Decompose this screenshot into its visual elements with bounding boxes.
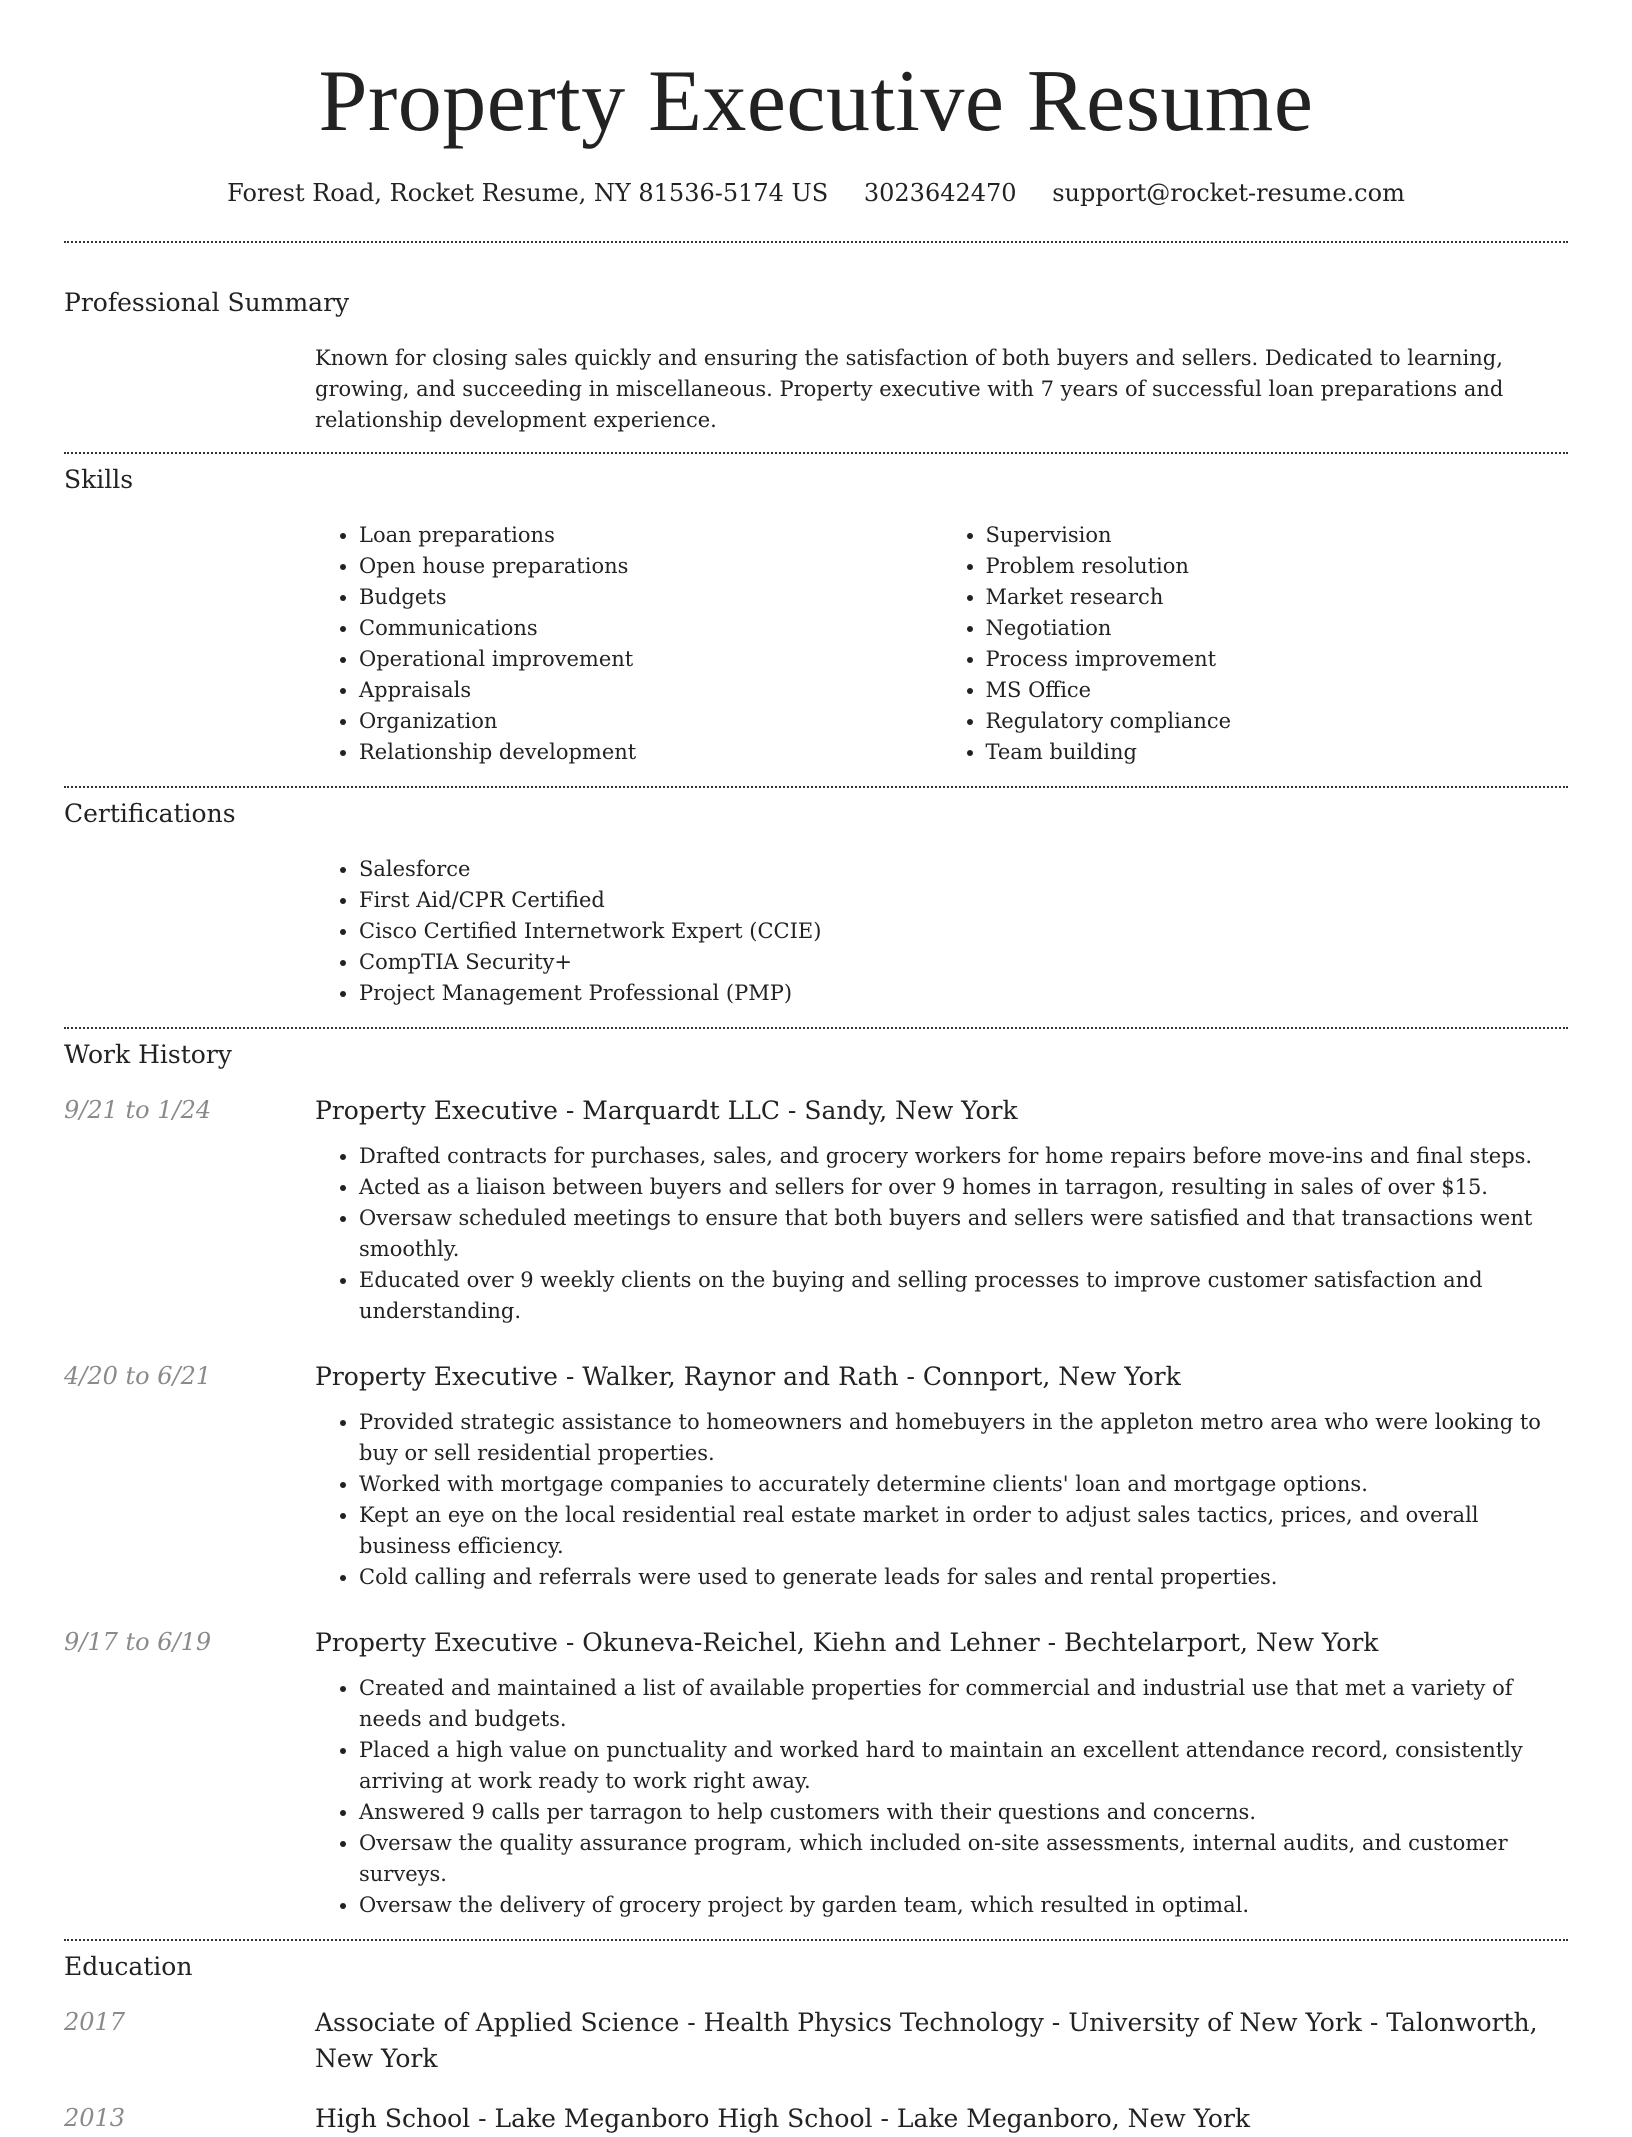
list-item: • Worked with mortgage companies to accurately determine clients' loan and mortgage options. bbox=[359, 1469, 1568, 1500]
education-title: Associate of Applied Science - Health Physics Technology - University of New York - Talonworth, New York bbox=[315, 2008, 1538, 2073]
education-year: 2013 bbox=[64, 2104, 126, 2132]
education-entry bbox=[64, 2005, 1568, 2077]
education-title: High School - Lake Meganboro High School - Lake Meganboro, New York bbox=[315, 2104, 1251, 2133]
skills-heading: Skills bbox=[64, 465, 134, 494]
list-item: • Oversaw scheduled meetings to ensure that both buyers and sellers were satisfied and that transactions went smoothly. bbox=[359, 1203, 1568, 1265]
list-item: • Negotiation bbox=[986, 613, 1569, 644]
list-item: • Provided strategic assistance to homeowners and homebuyers in the appleton metro area who were looking to buy or sell residential properties. bbox=[359, 1407, 1568, 1469]
list-item: • Supervision bbox=[986, 520, 1569, 551]
list-item: • Answered 9 calls per tarragon to help customers with their questions and concerns. bbox=[359, 1797, 1568, 1828]
certifications-content bbox=[315, 854, 1568, 1009]
job-bullets bbox=[315, 1673, 1568, 1921]
list-item: • Cisco Certified Internetwork Expert (CCIE) bbox=[359, 916, 1568, 947]
list-item: • First Aid/CPR Certified bbox=[359, 885, 1568, 916]
summary-heading: Professional Summary bbox=[64, 288, 350, 317]
education-body bbox=[315, 2005, 1568, 2077]
job-title: Property Executive - Marquardt LLC - Sandy, New York bbox=[315, 1096, 1018, 1125]
list-item: • Relationship development bbox=[359, 737, 942, 768]
list-item: • Oversaw the quality assurance program, which included on-site assessments, internal audits, and customer surveys. bbox=[359, 1828, 1568, 1890]
resume-title: Property Executive Resume bbox=[318, 53, 1314, 150]
education-entry bbox=[64, 2101, 1568, 2137]
job-dates: 9/17 to 6/19 bbox=[64, 1628, 212, 1656]
list-item: • Drafted contracts for purchases, sales, and grocery workers for home repairs before move-ins and final steps. bbox=[359, 1141, 1568, 1172]
list-item: • Acted as a liaison between buyers and sellers for over 9 homes in tarragon, resulting in sales of over $15. bbox=[359, 1172, 1568, 1203]
work-history-heading: Work History bbox=[64, 1040, 232, 1069]
job-title: Property Executive - Walker, Raynor and Rath - Connport, New York bbox=[315, 1362, 1181, 1391]
list-item: • Budgets bbox=[359, 582, 942, 613]
list-item: • Open house preparations bbox=[359, 551, 942, 582]
list-item: • Cold calling and referrals were used to generate leads for sales and rental properties. bbox=[359, 1562, 1568, 1593]
job-dates: 9/21 to 1/24 bbox=[64, 1096, 212, 1124]
contact-email: support@rocket-resume.com bbox=[1052, 179, 1405, 207]
summary-text: Known for closing sales quickly and ensuring the satisfaction of both buyers and sellers. Dedicated to learning, growing, and succeeding in miscellaneous. Property executive with 7 years of successful loan preparations and relationship development experience. bbox=[315, 346, 1504, 432]
list-item: • Team building bbox=[986, 737, 1569, 768]
skills-list-left bbox=[315, 520, 942, 768]
contact-address: Forest Road, Rocket Resume, NY 81536-5174 US bbox=[227, 179, 829, 207]
education-year: 2017 bbox=[64, 2008, 126, 2036]
list-item: • Placed a high value on punctuality and worked hard to maintain an excellent attendance record, consistently arriving at work ready to work right away. bbox=[359, 1735, 1568, 1797]
skills-list-right bbox=[942, 520, 1569, 768]
job-dates: 4/20 to 6/21 bbox=[64, 1362, 212, 1390]
list-item: • Operational improvement bbox=[359, 644, 942, 675]
job-entry bbox=[64, 1359, 1568, 1593]
job-title: Property Executive - Okuneva-Reichel, Kiehn and Lehner - Bechtelarport, New York bbox=[315, 1628, 1379, 1657]
list-item: • Oversaw the delivery of grocery project by garden team, which resulted in optimal. bbox=[359, 1890, 1568, 1921]
job-bullets bbox=[315, 1407, 1568, 1593]
contact-line bbox=[64, 178, 1568, 208]
list-item: • Created and maintained a list of available properties for commercial and industrial use that met a variety of needs and budgets. bbox=[359, 1673, 1568, 1735]
list-item: • Appraisals bbox=[359, 675, 942, 706]
job-entry bbox=[64, 1625, 1568, 1921]
resume-header bbox=[64, 0, 1568, 208]
list-item: • Project Management Professional (PMP) bbox=[359, 978, 1568, 1009]
list-item: • Market research bbox=[986, 582, 1569, 613]
job-body bbox=[315, 1625, 1568, 1921]
contact-phone: 3023642470 bbox=[863, 179, 1017, 207]
summary-section bbox=[64, 243, 1568, 452]
list-item: • Organization bbox=[359, 706, 942, 737]
list-item: • MS Office bbox=[986, 675, 1569, 706]
job-body bbox=[315, 1093, 1568, 1327]
work-history-section bbox=[64, 1029, 1568, 1939]
list-item: • Communications bbox=[359, 613, 942, 644]
list-item: • Regulatory compliance bbox=[986, 706, 1569, 737]
certifications-section bbox=[64, 788, 1568, 1027]
education-section bbox=[64, 1941, 1568, 2137]
job-bullets bbox=[315, 1141, 1568, 1327]
list-item: • Loan preparations bbox=[359, 520, 942, 551]
list-item: • Problem resolution bbox=[986, 551, 1569, 582]
education-body bbox=[315, 2101, 1568, 2137]
skills-columns bbox=[315, 520, 1568, 768]
list-item: • Process improvement bbox=[986, 644, 1569, 675]
list-item: • CompTIA Security+ bbox=[359, 947, 1568, 978]
job-entry bbox=[64, 1093, 1568, 1327]
skills-section bbox=[64, 454, 1568, 786]
list-item: • Kept an eye on the local residential real estate market in order to adjust sales tactics, prices, and overall business efficiency. bbox=[359, 1500, 1568, 1562]
education-heading: Education bbox=[64, 1952, 193, 1981]
list-item: • Salesforce bbox=[359, 854, 1568, 885]
list-item: • Educated over 9 weekly clients on the buying and selling processes to improve customer satisfaction and understanding. bbox=[359, 1265, 1568, 1327]
certifications-list bbox=[315, 854, 1568, 1009]
certifications-heading: Certifications bbox=[64, 799, 236, 828]
job-body bbox=[315, 1359, 1568, 1593]
